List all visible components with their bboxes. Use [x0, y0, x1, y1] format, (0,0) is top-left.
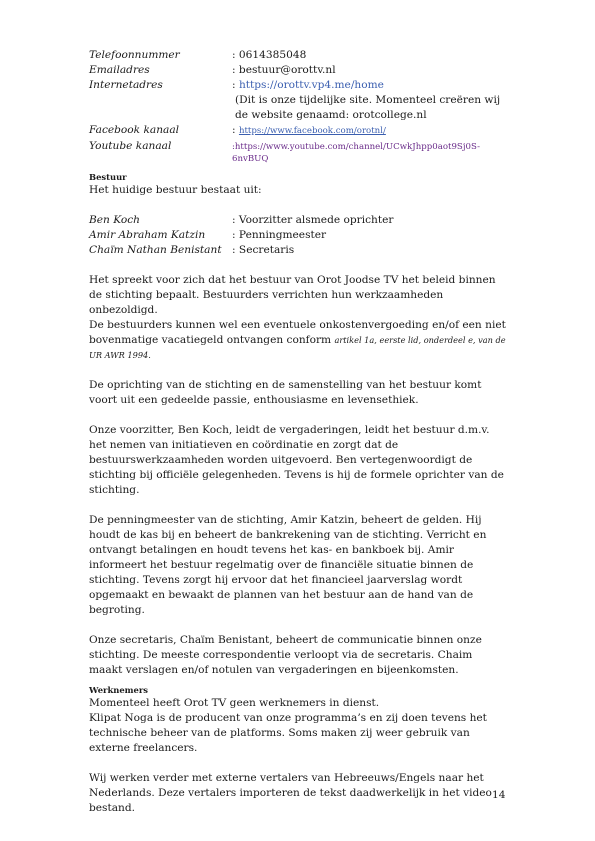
member-name: Chaïm Nathan Benistant [89, 244, 222, 256]
youtube-link[interactable]: :https://www.youtube.com/channel/UCwkJhpp0aot9Sj0S-6nvBUQ [232, 142, 481, 164]
bestuur-paragraph-2: De oprichting van de stichting en de samenstelling van het bestuur komt voort uit een gedeelde passie, enthousiasme en levensethiek. [89, 379, 482, 406]
werknemers-heading: Werknemers [89, 685, 148, 695]
bestuur-paragraph-1b-text: De bestuurders kunnen wel een eventuele onkostenvergoeding en/of een niet bovenmatige vacatiegeld ontvangen conform [89, 319, 506, 346]
page-number: 14 [492, 789, 506, 801]
werknemers-paragraph-2: Wij werken verder met externe vertalers van Hebreeuws/Engels naar het Nederlands. Deze vertalers importeren de tekst daadwerkelijk in het video bestand. [89, 772, 492, 814]
bestuur-intro: Het huidige bestuur bestaat uit: [89, 184, 262, 196]
bestuur-paragraph-1b [89, 318, 509, 363]
phone-row [89, 48, 509, 63]
member-row [89, 228, 509, 243]
member-role: : Secretaris [232, 244, 295, 256]
bestuur-paragraph-1a: Het spreekt voor zich dat het bestuur van Orot Joodse TV het beleid binnen de stichting bepaalt. Bestuurders verrichten hun werkzaamheden onbezoldigd. [89, 274, 496, 316]
youtube-label: Youtube kanaal [89, 140, 172, 152]
member-row [89, 243, 509, 258]
email-row [89, 63, 509, 78]
bestuur-paragraph-5: Onze secretaris, Chaïm Benistant, beheert de communicatie binnen onze stichting. De meeste correspondentie verloopt via de secretaris. Chaim maakt verslagen en/of notulen van vergaderingen en bijeenkomsten. [89, 634, 482, 676]
document-page [89, 48, 509, 816]
member-name: Amir Abraham Katzin [89, 229, 206, 241]
werknemers-line-2: Klipat Noga is de producent van onze programma’s en zij doen tevens het technische beheer van de platforms. Soms maken zij weer gebruik van externe freelancers. [89, 712, 487, 754]
web-row [89, 78, 509, 123]
web-prefix: : [232, 79, 239, 91]
bestuur-paragraph-3: Onze voorzitter, Ben Koch, leidt de vergaderingen, leidt het bestuur d.m.v. het nemen van initiatieven en coördinatie en zorgt dat de bestuurswerkzaamheden worden uitgevoerd. Ben vertegenwoordigt de stichting bij officiële gelegenheden. Tevens is hij de formele oprichter van de stichting. [89, 424, 504, 496]
facebook-prefix: : [232, 124, 239, 136]
bestuur-heading: Bestuur [89, 172, 127, 182]
facebook-row [89, 123, 509, 139]
email-value: : bestuur@orottv.nl [232, 64, 336, 76]
werknemers-line-1: Momenteel heeft Orot TV geen werknemers in dienst. [89, 697, 380, 709]
web-note: (Dit is onze tijdelijke site. Momenteel creëren wij de website genaamd: orotcollege.nl [235, 94, 501, 121]
member-name: Ben Koch [89, 214, 141, 226]
member-role: : Voorzitter alsmede oprichter [232, 214, 394, 226]
legal-reference: artikel 1a, eerste lid, onderdeel e, van de UR AWR 1994. [89, 335, 506, 360]
website-link[interactable]: https://orottv.vp4.me/home [238, 79, 384, 91]
phone-label: Telefoonnummer [89, 49, 180, 61]
email-label: Emailadres [89, 64, 150, 76]
member-row [89, 213, 509, 228]
bestuur-paragraph-4: De penningmeester van de stichting, Amir Katzin, beheert de gelden. Hij houdt de kas bij en beheert de bankrekening van de stichting. Verricht en ontvangt betalingen en houdt tevens het kas- en bankboek bij. Amir informeert het bestuur regelmatig over de financiële situatie binnen de stichting. Tevens zorgt hij ervoor dat het financieel jaarverslag wordt opgemaakt en bewaakt de plannen van het bestuur aan de hand van de begroting. [89, 514, 487, 616]
facebook-link[interactable]: https://www.facebook.com/orotnl/ [238, 126, 386, 136]
phone-value: : 0614385048 [232, 49, 307, 61]
web-label: Internetadres [89, 79, 163, 91]
facebook-label: Facebook kanaal [89, 124, 180, 136]
youtube-row [89, 139, 509, 165]
member-role: : Penningmeester [232, 229, 327, 241]
